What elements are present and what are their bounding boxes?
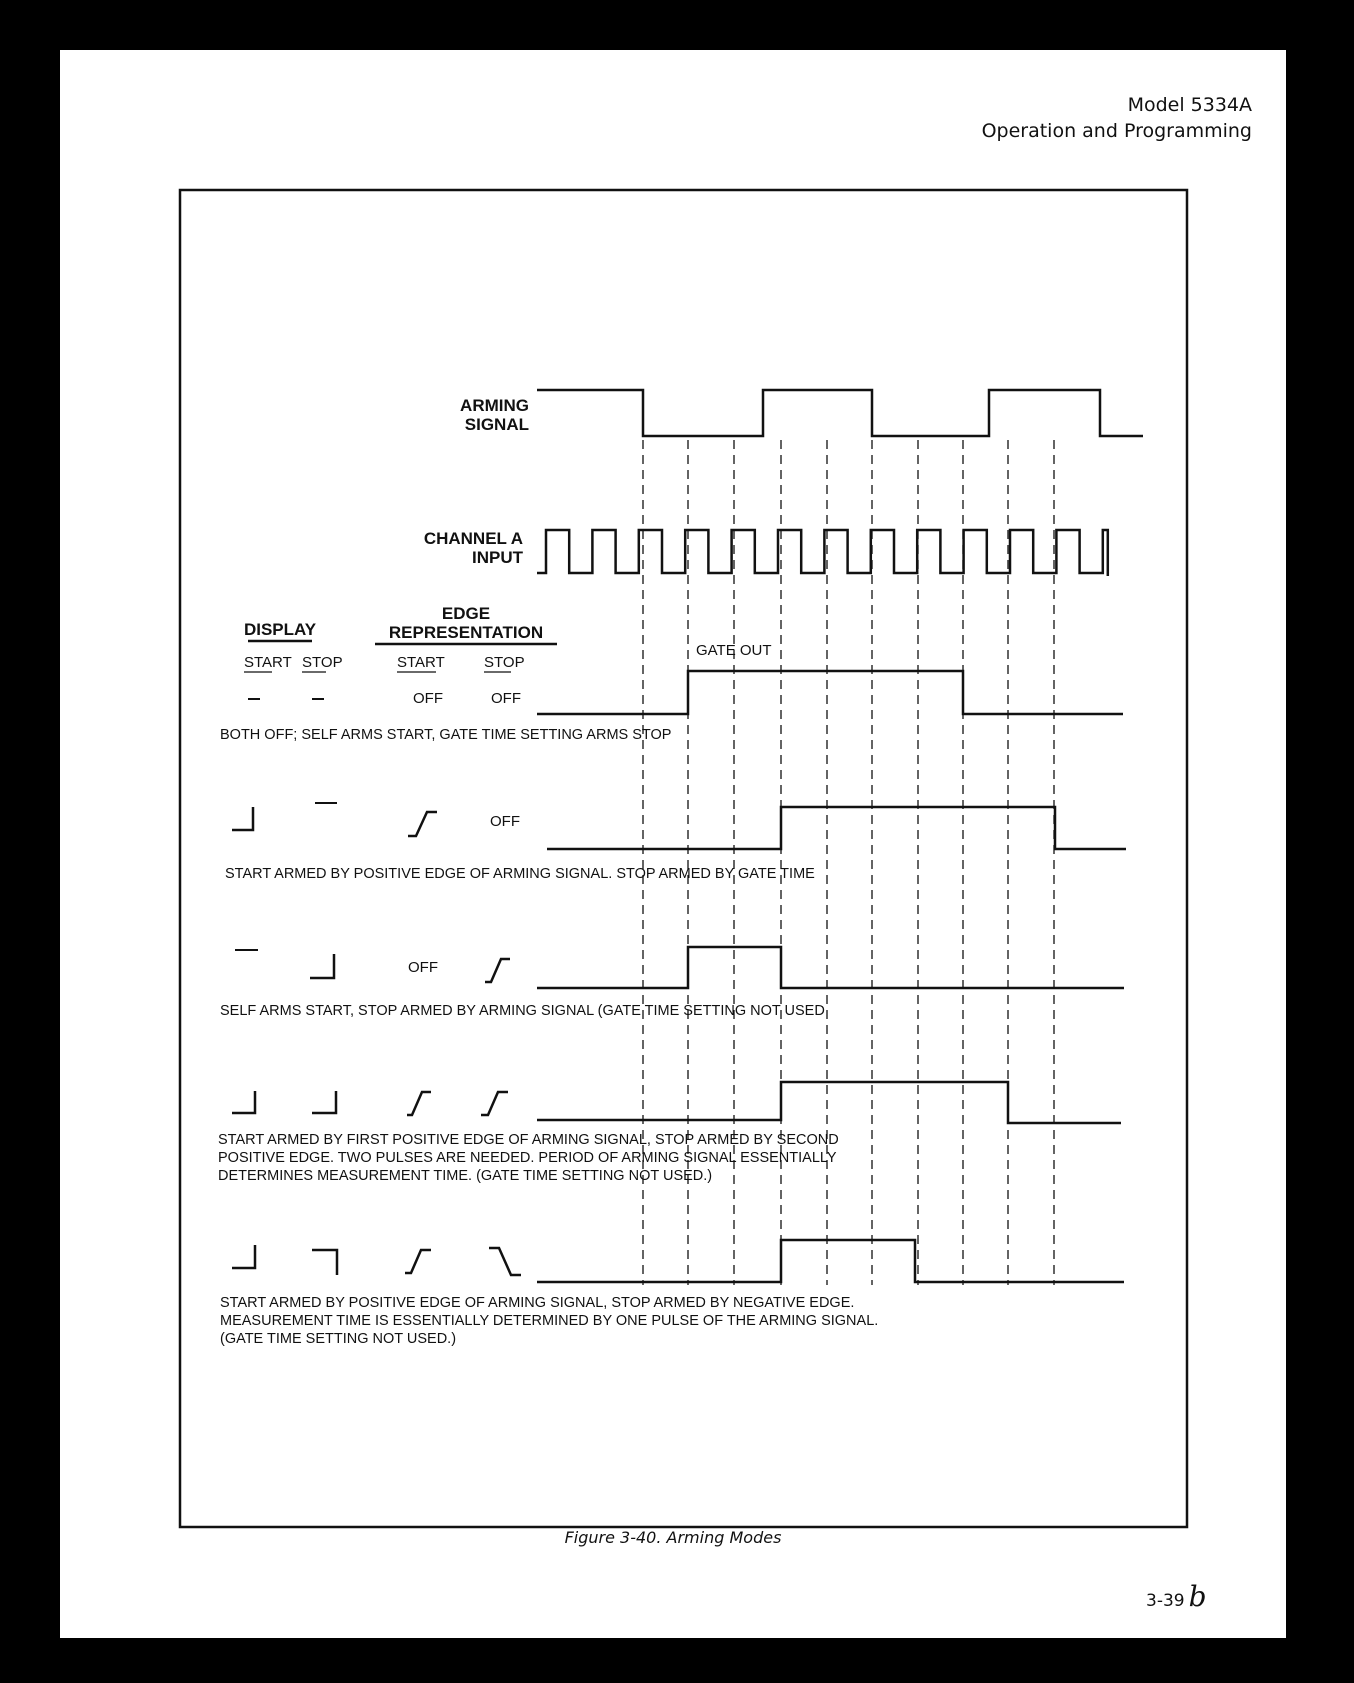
arming-signal-label-2: SIGNAL	[464, 415, 529, 434]
header-section: Operation and Programming	[981, 120, 1252, 142]
display-stop-header: STOP	[302, 654, 343, 671]
row4-start-positive-edge-icon	[407, 1092, 431, 1115]
row4-description-line2: POSITIVE EDGE. TWO PULSES ARE NEEDED. PERIOD OF ARMING SIGNAL ESSENTIALLY	[218, 1150, 837, 1166]
row5-description-line3: (GATE TIME SETTING NOT USED.)	[220, 1331, 457, 1347]
channel-a-waveform	[537, 530, 1108, 576]
page-number: 3-39	[1146, 1591, 1185, 1611]
row1-gate-waveform	[537, 671, 1123, 714]
edge-start-header: START	[397, 654, 445, 671]
row4-description-line3: DETERMINES MEASUREMENT TIME. (GATE TIME SETTING NOT USED.)	[218, 1168, 713, 1184]
row5-description-line2: MEASUREMENT TIME IS ESSENTIALLY DETERMINED BY ONE PULSE OF THE ARMING SIGNAL.	[220, 1313, 879, 1329]
edge-header-1: EDGE	[441, 604, 491, 623]
figure-caption: Figure 3-40. Arming Modes	[564, 1528, 782, 1547]
row3-description: SELF ARMS START, STOP ARMED BY ARMING SIGNAL (GATE TIME SETTING NOT USED	[220, 1003, 825, 1019]
row3-stop-positive-edge-icon	[485, 959, 510, 982]
row4-gate-waveform	[537, 1082, 1121, 1123]
display-start-header: START	[244, 654, 292, 671]
channel-a-label-1: CHANNEL A	[423, 529, 523, 548]
page-number-block	[1146, 1580, 1207, 1613]
row2-gate-waveform	[547, 807, 1126, 849]
row5-display-start-icon	[232, 1245, 255, 1268]
row5-stop-negative-edge-icon	[489, 1248, 521, 1275]
row5-gate-waveform	[537, 1240, 1124, 1282]
row5-start-positive-edge-icon	[405, 1250, 431, 1273]
edge-stop-header: STOP	[484, 654, 525, 671]
gate-out-label: GATE OUT	[696, 642, 772, 659]
row2-start-positive-edge-icon	[408, 812, 437, 836]
row4-display-start-icon	[232, 1091, 255, 1113]
row1-start-edge: OFF	[413, 690, 443, 707]
arming-modes-figure	[60, 50, 1286, 1638]
row4-display-stop-icon	[312, 1091, 336, 1113]
document-page	[60, 50, 1286, 1638]
row2-stop-edge: OFF	[490, 813, 520, 830]
row5-description-line1: START ARMED BY POSITIVE EDGE OF ARMING SIGNAL, STOP ARMED BY NEGATIVE EDGE.	[220, 1295, 855, 1311]
row3-display-stop-icon	[310, 954, 334, 978]
row5-display-stop-icon	[312, 1250, 337, 1275]
edge-header-2: REPRESENTATION	[388, 623, 544, 642]
header-model: Model 5334A	[1127, 94, 1252, 116]
arming-signal-label-1: ARMING	[460, 396, 529, 415]
row4-stop-positive-edge-icon	[481, 1092, 508, 1115]
handwritten-mark: b	[1188, 1580, 1207, 1613]
row3-gate-waveform	[537, 947, 1124, 988]
row2-description: START ARMED BY POSITIVE EDGE OF ARMING SIGNAL. STOP ARMED BY GATE TIME	[225, 866, 815, 882]
row4-description-line1: START ARMED BY FIRST POSITIVE EDGE OF ARMING SIGNAL, STOP ARMED BY SECOND	[218, 1132, 839, 1148]
row3-start-edge: OFF	[408, 959, 438, 976]
row2-display-start-icon	[232, 807, 253, 830]
row1-description: BOTH OFF; SELF ARMS START, GATE TIME SETTING ARMS STOP	[220, 727, 672, 743]
arming-signal-waveform	[537, 390, 1143, 436]
channel-a-label-2: INPUT	[472, 548, 523, 567]
row1-stop-edge: OFF	[491, 690, 521, 707]
display-header: DISPLAY	[243, 620, 317, 639]
